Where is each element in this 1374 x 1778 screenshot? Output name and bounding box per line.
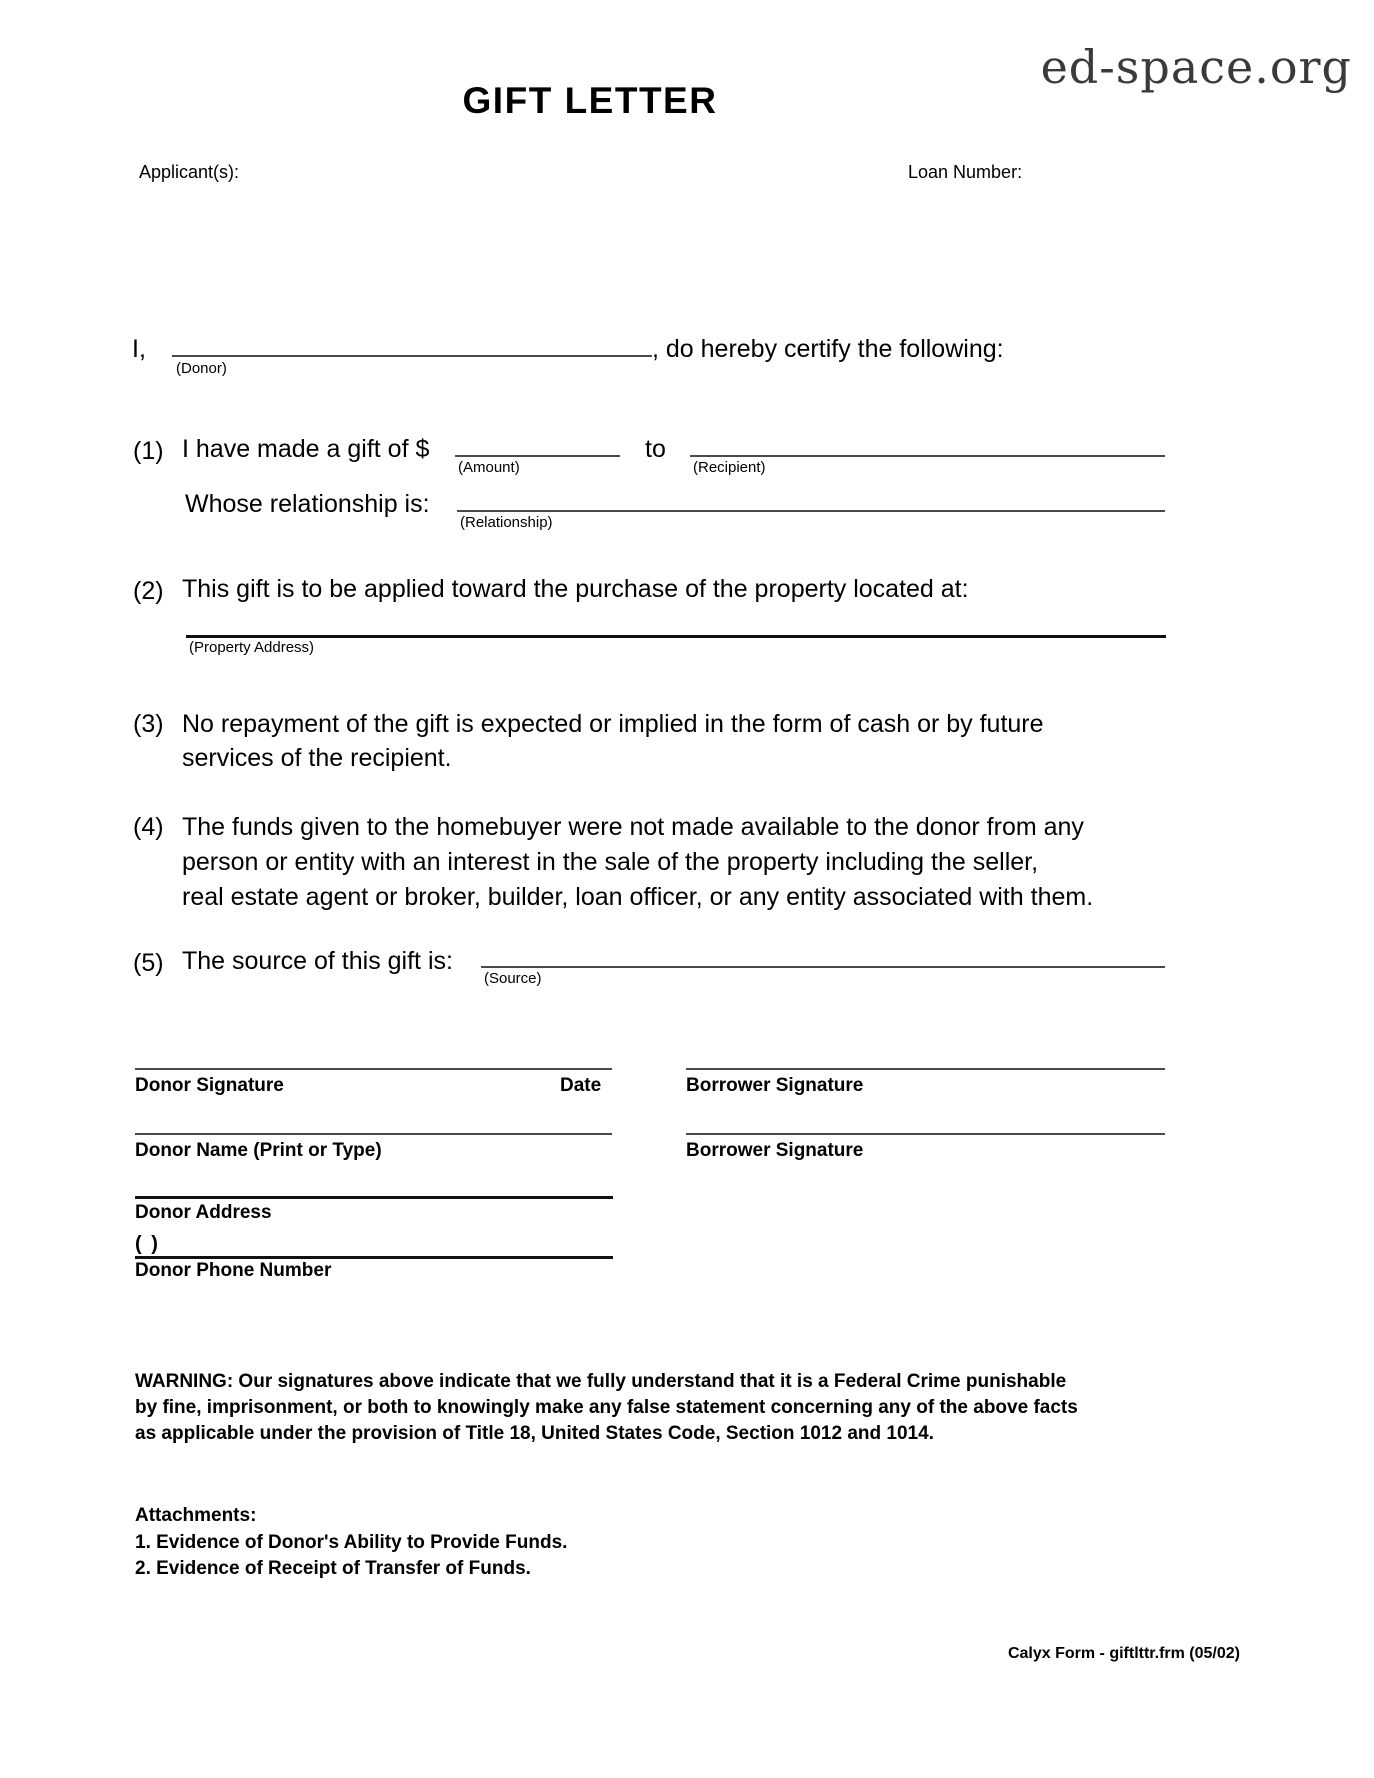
form-footer: Calyx Form - giftlttr.frm (05/02) <box>1007 1645 1240 1662</box>
item-3-line-2: services of the recipient. <box>182 744 452 772</box>
amount-caption: (Amount) <box>458 459 520 476</box>
property-address-fill-line[interactable] <box>186 635 1166 638</box>
item-4-line-1: The funds given to the homebuyer were not made available to the donor from any <box>182 813 1084 841</box>
donor-address-line[interactable] <box>135 1196 613 1199</box>
item-3-number: (3) <box>133 710 164 738</box>
donor-fill-line[interactable] <box>172 355 652 357</box>
warning-line-1: WARNING: Our signatures above indicate that we fully understand that it is a Federal Crime punishable <box>135 1371 1067 1392</box>
item-4-line-2: person or entity with an interest in the sale of the property including the seller, <box>182 848 1039 876</box>
donor-address-label: Donor Address <box>135 1202 272 1223</box>
item-2-text: This gift is to be applied toward the purchase of the property located at: <box>182 575 969 603</box>
attachments-heading: Attachments: <box>135 1505 257 1526</box>
date-label: Date <box>560 1075 602 1096</box>
item-4-number: (4) <box>133 813 164 841</box>
warning-line-2: by fine, imprisonment, or both to knowingly make any false statement concerning any of the above facts <box>135 1397 1078 1418</box>
relationship-caption: (Relationship) <box>460 514 553 531</box>
item-1-relationship-text: Whose relationship is: <box>185 490 430 518</box>
item-4-line-3: real estate agent or broker, builder, loan officer, or any entity associated with them. <box>182 883 1094 911</box>
item-5-text: The source of this gift is: <box>182 947 453 975</box>
applicants-label: Applicant(s): <box>139 162 240 182</box>
donor-phone-line[interactable] <box>135 1256 613 1259</box>
intro-i-label: I, <box>132 335 146 363</box>
donor-phone-label: Donor Phone Number <box>135 1260 332 1281</box>
site-watermark: ed-space.org <box>1040 40 1352 94</box>
attachments-item-2: 2. Evidence of Receipt of Transfer of Funds. <box>135 1558 531 1579</box>
page-title: GIFT LETTER <box>462 80 718 121</box>
borrower-signature-line-2[interactable] <box>686 1133 1165 1135</box>
item-1-lead-text: I have made a gift of $ <box>182 435 430 463</box>
property-address-caption: (Property Address) <box>189 639 315 656</box>
donor-signature-label: Donor Signature <box>135 1075 284 1096</box>
donor-name-line[interactable] <box>135 1133 612 1135</box>
phone-area-code-parens[interactable]: ( ) <box>135 1233 160 1255</box>
item-3-line-1: No repayment of the gift is expected or implied in the form of cash or by future <box>182 710 1044 738</box>
donor-name-label: Donor Name (Print or Type) <box>135 1140 382 1161</box>
borrower-signature-line-1[interactable] <box>686 1068 1165 1070</box>
recipient-fill-line[interactable] <box>690 455 1165 457</box>
borrower-signature-label-2: Borrower Signature <box>686 1140 864 1161</box>
item-5-number: (5) <box>133 949 164 977</box>
loan-number-label: Loan Number: <box>908 162 1023 182</box>
amount-fill-line[interactable] <box>455 455 620 457</box>
item-1-to-text: to <box>645 435 666 463</box>
attachments-item-1: 1. Evidence of Donor's Ability to Provide Funds. <box>135 1532 568 1553</box>
donor-caption: (Donor) <box>176 360 227 377</box>
recipient-caption: (Recipient) <box>693 459 766 476</box>
intro-certify-text: , do hereby certify the following: <box>652 335 1004 363</box>
item-2-number: (2) <box>133 577 164 605</box>
warning-line-3: as applicable under the provision of Title 18, United States Code, Section 1012 and 1014. <box>135 1423 934 1444</box>
borrower-signature-label-1: Borrower Signature <box>686 1075 864 1096</box>
source-caption: (Source) <box>484 970 542 987</box>
donor-signature-line[interactable] <box>135 1068 612 1070</box>
source-fill-line[interactable] <box>481 966 1165 968</box>
item-1-number: (1) <box>133 437 164 465</box>
relationship-fill-line[interactable] <box>457 510 1165 512</box>
